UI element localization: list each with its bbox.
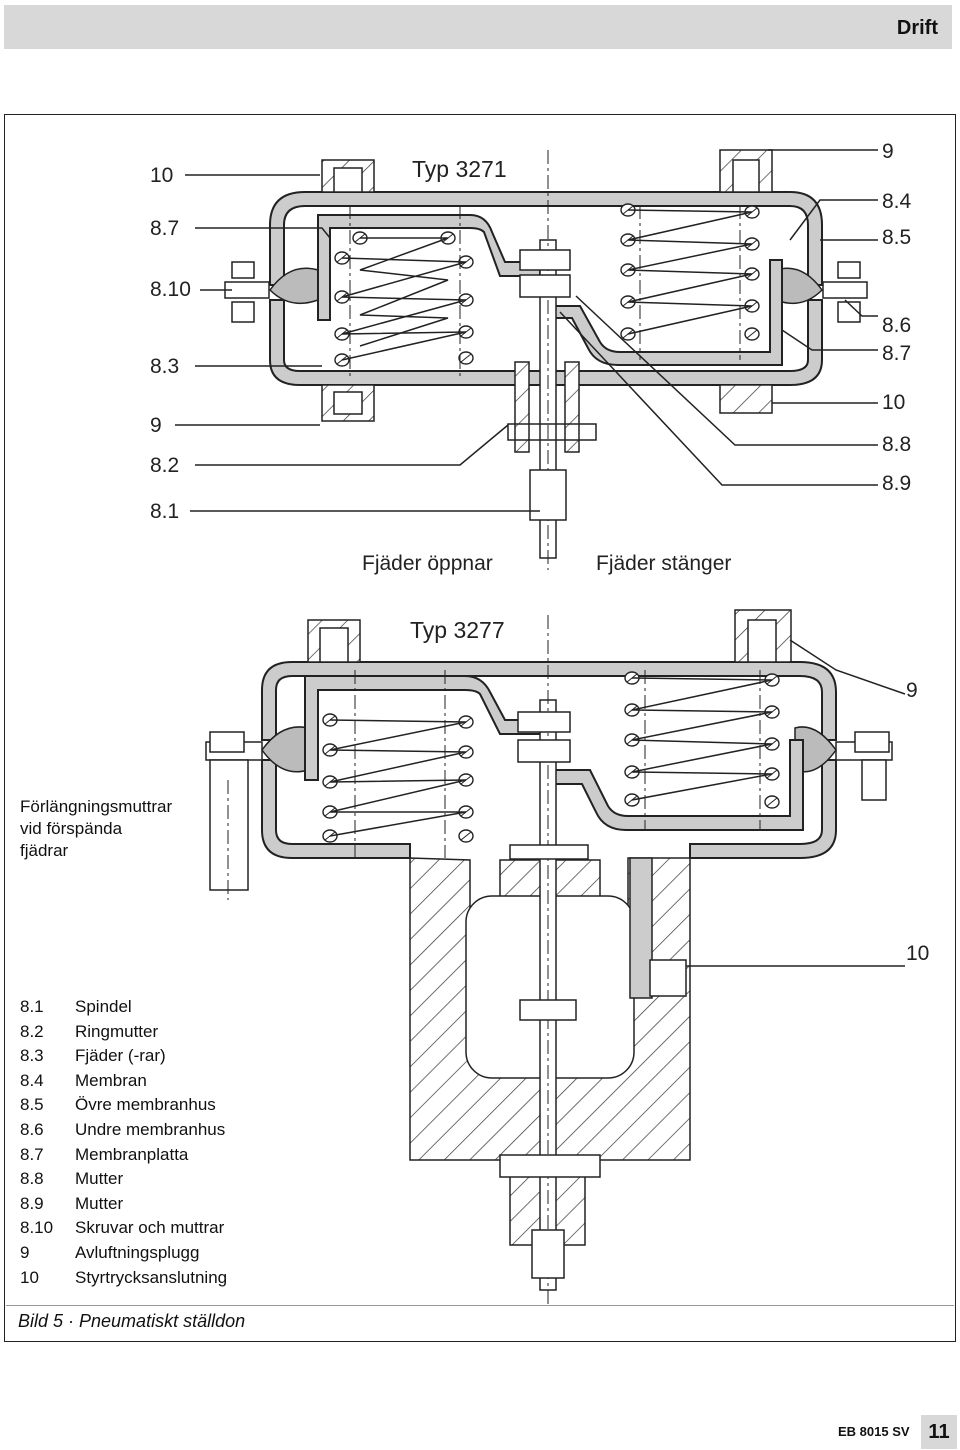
callout-left-1: 10: [150, 164, 174, 187]
callout-right-6: 10: [882, 391, 906, 414]
legend-text: Styrtrycksanslutning: [75, 1267, 228, 1287]
legend-text: Spindel: [75, 997, 132, 1016]
legend-text: Avluftningsplugg: [75, 1242, 200, 1262]
callout-left-2: 8.7: [150, 217, 180, 240]
type-3277-label: Typ 3277: [410, 617, 505, 643]
top-actuator: [175, 150, 878, 570]
legend-item: [20, 1044, 227, 1069]
bottom-actuator: [206, 610, 905, 1305]
spring-opens-label: Fjäder öppnar: [362, 552, 493, 575]
legend-item: [20, 1216, 227, 1241]
legend-text: Undre membranhus: [75, 1119, 226, 1139]
note-line-2: vid förspända: [20, 819, 123, 838]
legend-item: [20, 1192, 227, 1217]
callout-right-4: 8.6: [882, 314, 912, 337]
legend-text: Ringmutter: [75, 1021, 159, 1041]
legend-item: [20, 1093, 227, 1118]
page-number: 11: [921, 1415, 957, 1449]
section-title: Drift: [896, 17, 938, 39]
type-3271-label: Typ 3271: [412, 156, 507, 182]
legend-item: [20, 1241, 227, 1266]
legend-key: 8.9: [20, 1193, 44, 1213]
callout-left-4: 8.3: [150, 355, 180, 378]
caption-separator: [6, 1305, 954, 1306]
legend-key: 8.5: [20, 1095, 44, 1115]
legend-text: Membran: [75, 1070, 147, 1090]
callout-left-7: 8.1: [150, 500, 180, 523]
legend-key: 10: [20, 1267, 39, 1287]
note-line-1: Förlängningsmuttrar: [20, 797, 173, 816]
callout-left-6: 8.2: [150, 454, 180, 477]
legend-key: 8.10: [20, 1218, 54, 1238]
callout-left-3: 8.10: [150, 278, 191, 301]
legend-item: [20, 1020, 227, 1045]
legend-key: 8.2: [20, 1021, 44, 1041]
legend-key: 8.6: [20, 1119, 44, 1139]
legend-item: [20, 1069, 227, 1094]
legend-item: [20, 1118, 227, 1143]
legend-key: 9: [20, 1242, 30, 1262]
callout-right-3: 8.5: [882, 226, 912, 249]
legend-key: 8.3: [20, 1046, 44, 1066]
figure-caption: Bild 5 · Pneumatiskt ställdon: [18, 1311, 246, 1331]
legend-text: Fjäder (-rar): [75, 1046, 166, 1066]
legend-key: 8.1: [20, 997, 44, 1016]
callout-lower-2: 10: [906, 942, 930, 965]
document-number: EB 8015 SV: [838, 1424, 910, 1439]
legend-text: Mutter: [75, 1169, 124, 1189]
note-line-3: fjädrar: [20, 841, 69, 860]
legend-item: [20, 1167, 227, 1192]
spring-closes-label: Fjäder stänger: [596, 552, 732, 575]
callout-lower-1: 9: [906, 679, 918, 702]
callout-right-7: 8.8: [882, 433, 912, 456]
legend-key: 8.4: [20, 1070, 44, 1090]
legend-item: [20, 1143, 227, 1168]
callout-right-8: 8.9: [882, 472, 912, 495]
legend-key: 8.7: [20, 1144, 44, 1164]
callout-left-5: 9: [150, 414, 162, 437]
legend-text: Skruvar och muttrar: [75, 1218, 225, 1238]
parts-legend: [20, 995, 227, 1290]
legend-item: [20, 995, 227, 1020]
extension-nut-note: [20, 796, 172, 862]
legend-text: Membranplatta: [75, 1144, 189, 1164]
legend-text: Mutter: [75, 1193, 124, 1213]
legend-text: Övre membranhus: [75, 1095, 216, 1115]
legend-item: [20, 1266, 227, 1291]
callout-right-1: 9: [882, 140, 894, 163]
legend-key: 8.8: [20, 1169, 44, 1189]
callout-right-5: 8.7: [882, 342, 912, 365]
callout-right-2: 8.4: [882, 190, 912, 213]
